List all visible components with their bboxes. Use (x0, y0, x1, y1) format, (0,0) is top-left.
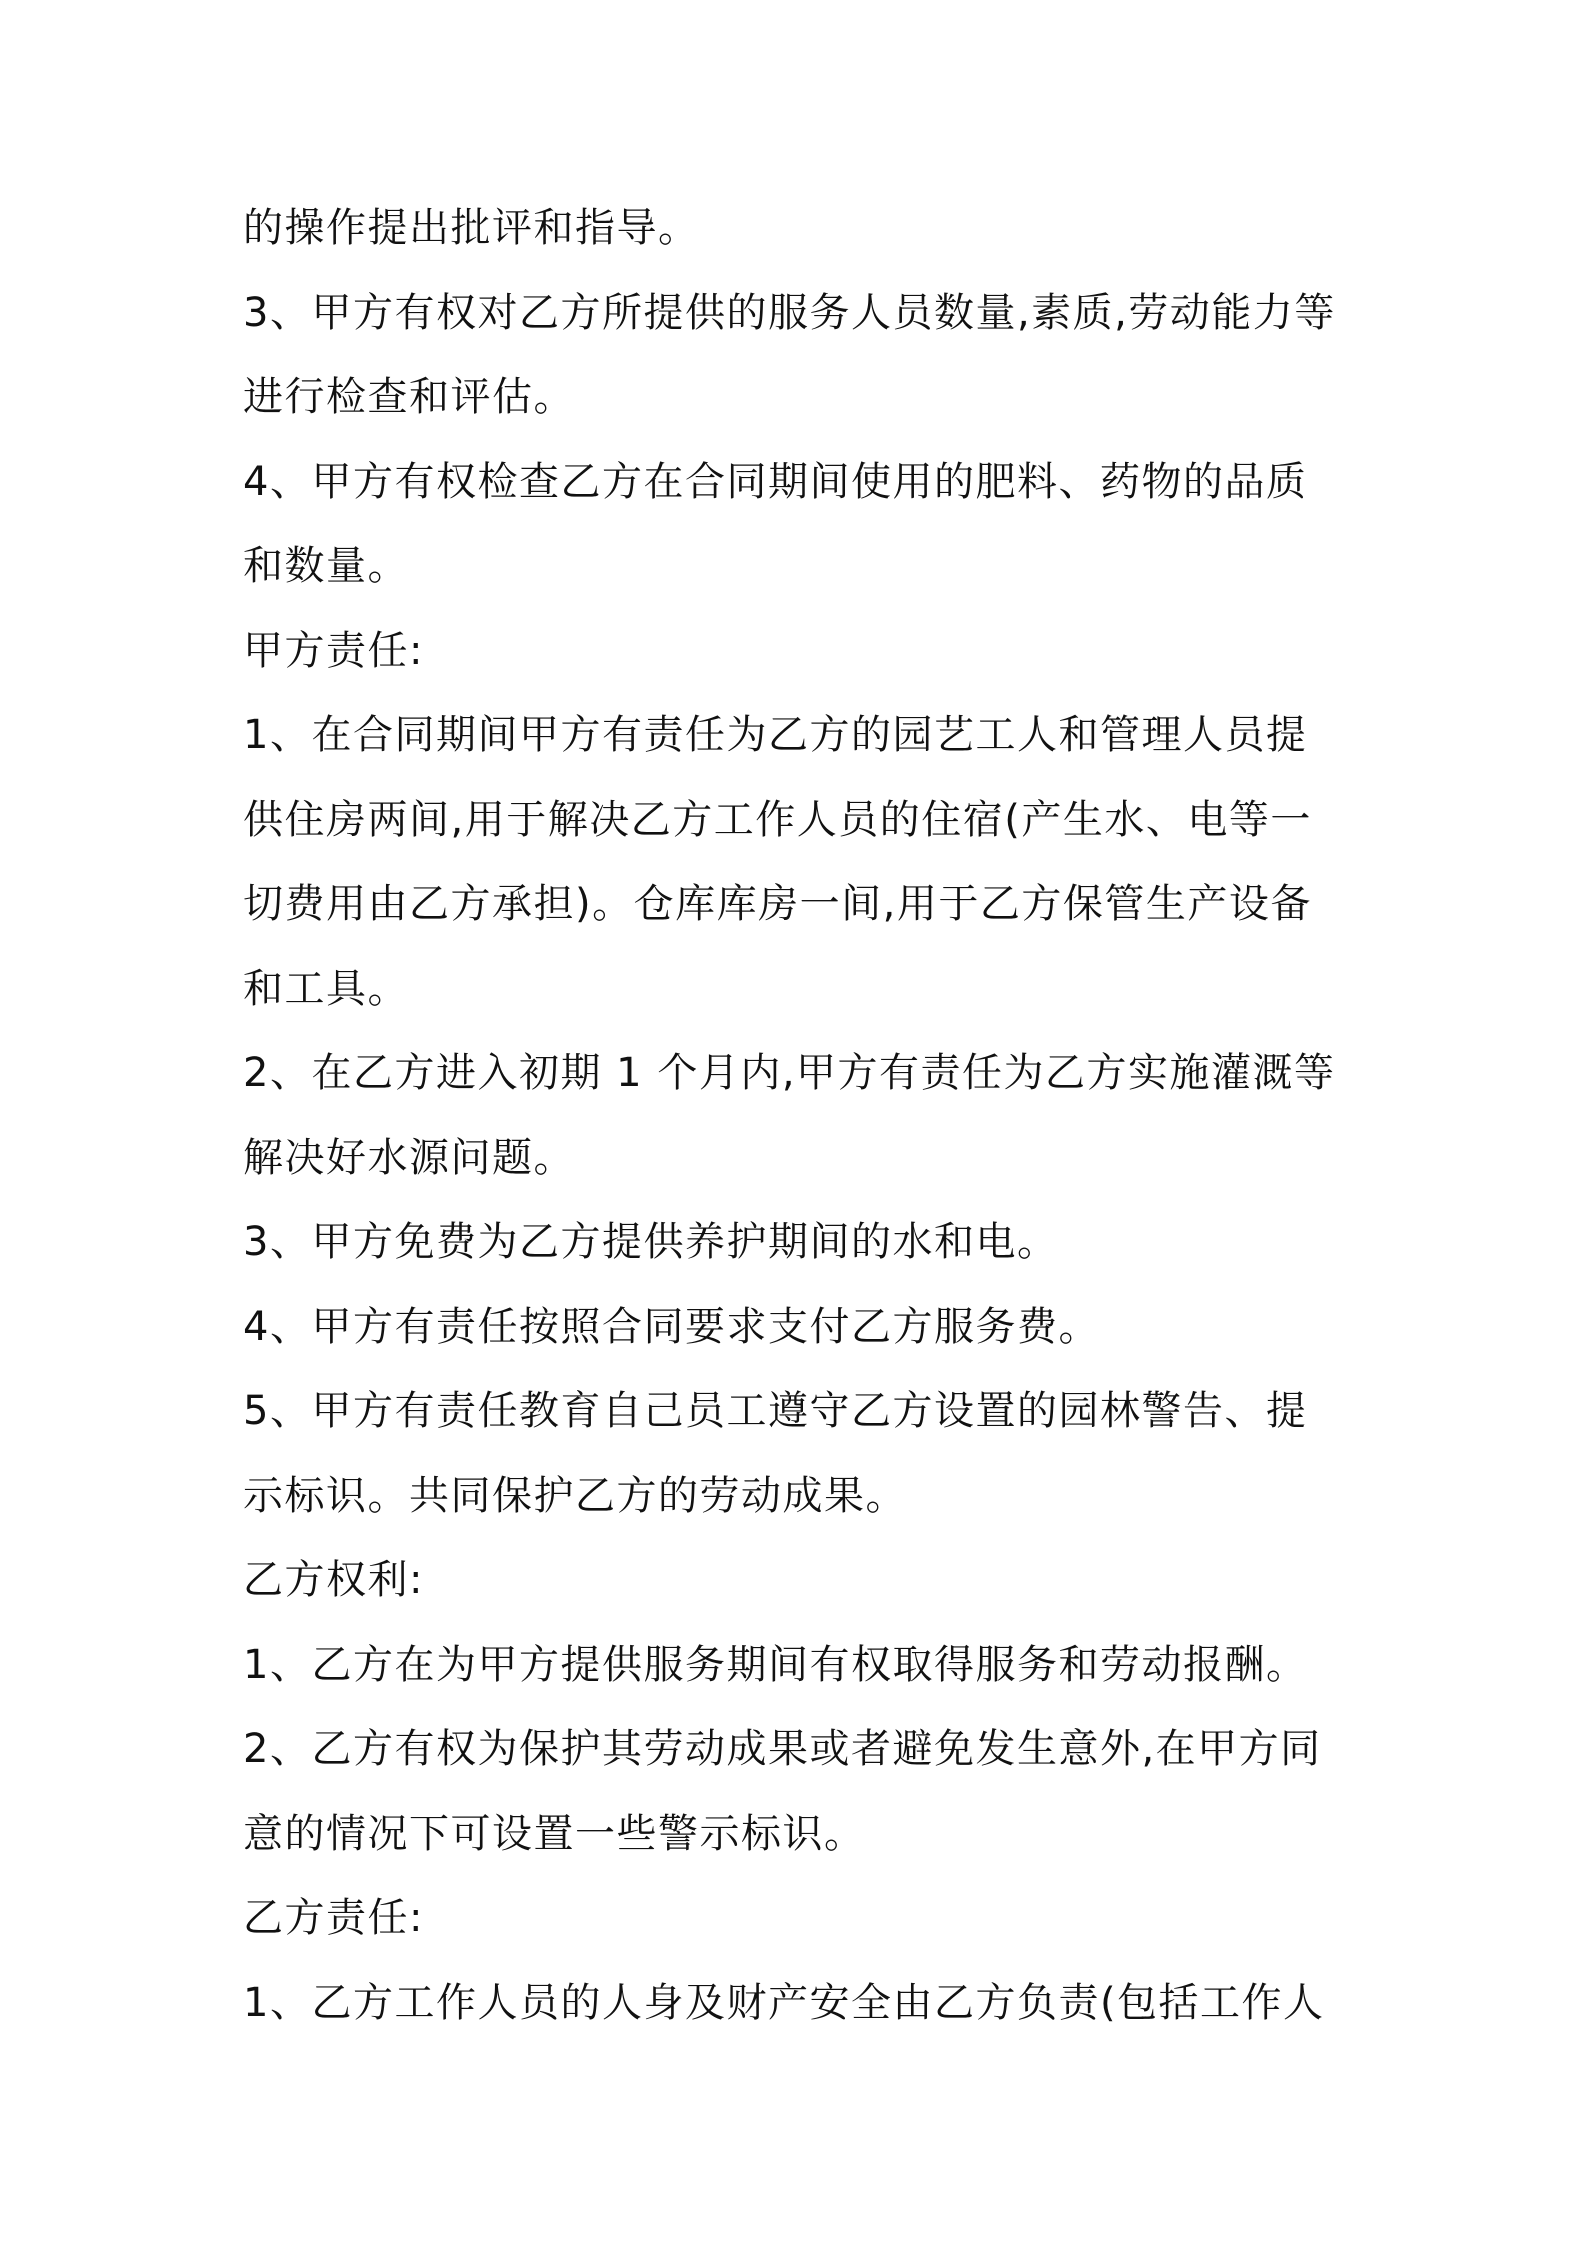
text-line: 5、甲方有责任教育自己员工遵守乙方设置的园林警告、提 (243, 1388, 1308, 1434)
text-line: 1、乙方工作人员的人身及财产安全由乙方负责(包括工作人 (243, 1980, 1325, 2026)
text-line: 1、乙方在为甲方提供服务期间有权取得服务和劳动报酬。 (243, 1642, 1308, 1688)
text-line: 切费用由乙方承担)。仓库库房一间,用于乙方保管生产设备 (243, 881, 1312, 927)
text-line: 2、乙方有权为保护其劳动成果或者避免发生意外,在甲方同 (243, 1726, 1322, 1772)
text-line: 示标识。共同保护乙方的劳动成果。 (243, 1473, 907, 1519)
section-heading-party-b-responsibility: 乙方责任: (243, 1895, 424, 1941)
section-heading-party-a-responsibility: 甲方责任: (243, 628, 424, 674)
text-line: 3、甲方有权对乙方所提供的服务人员数量,素质,劳动能力等 (243, 290, 1336, 336)
text-line: 4、甲方有责任按照合同要求支付乙方服务费。 (243, 1304, 1100, 1350)
text-line: 和工具。 (243, 966, 409, 1012)
text-line: 供住房两间,用于解决乙方工作人员的住宿(产生水、电等一 (243, 797, 1312, 843)
text-line: 的操作提出批评和指导。 (243, 205, 700, 251)
text-line: 1、在合同期间甲方有责任为乙方的园艺工人和管理人员提 (243, 712, 1308, 758)
text-line: 4、甲方有权检查乙方在合同期间使用的肥料、药物的品质 (243, 459, 1308, 505)
text-line: 和数量。 (243, 543, 409, 589)
text-line: 3、甲方免费为乙方提供养护期间的水和电。 (243, 1219, 1059, 1265)
text-line: 进行检查和评估。 (243, 374, 575, 420)
text-line: 2、在乙方进入初期 1 个月内,甲方有责任为乙方实施灌溉等 (243, 1050, 1336, 1096)
text-line: 解决好水源问题。 (243, 1135, 575, 1181)
section-heading-party-b-rights: 乙方权利: (243, 1557, 424, 1603)
text-line: 意的情况下可设置一些警示标识。 (243, 1811, 866, 1857)
